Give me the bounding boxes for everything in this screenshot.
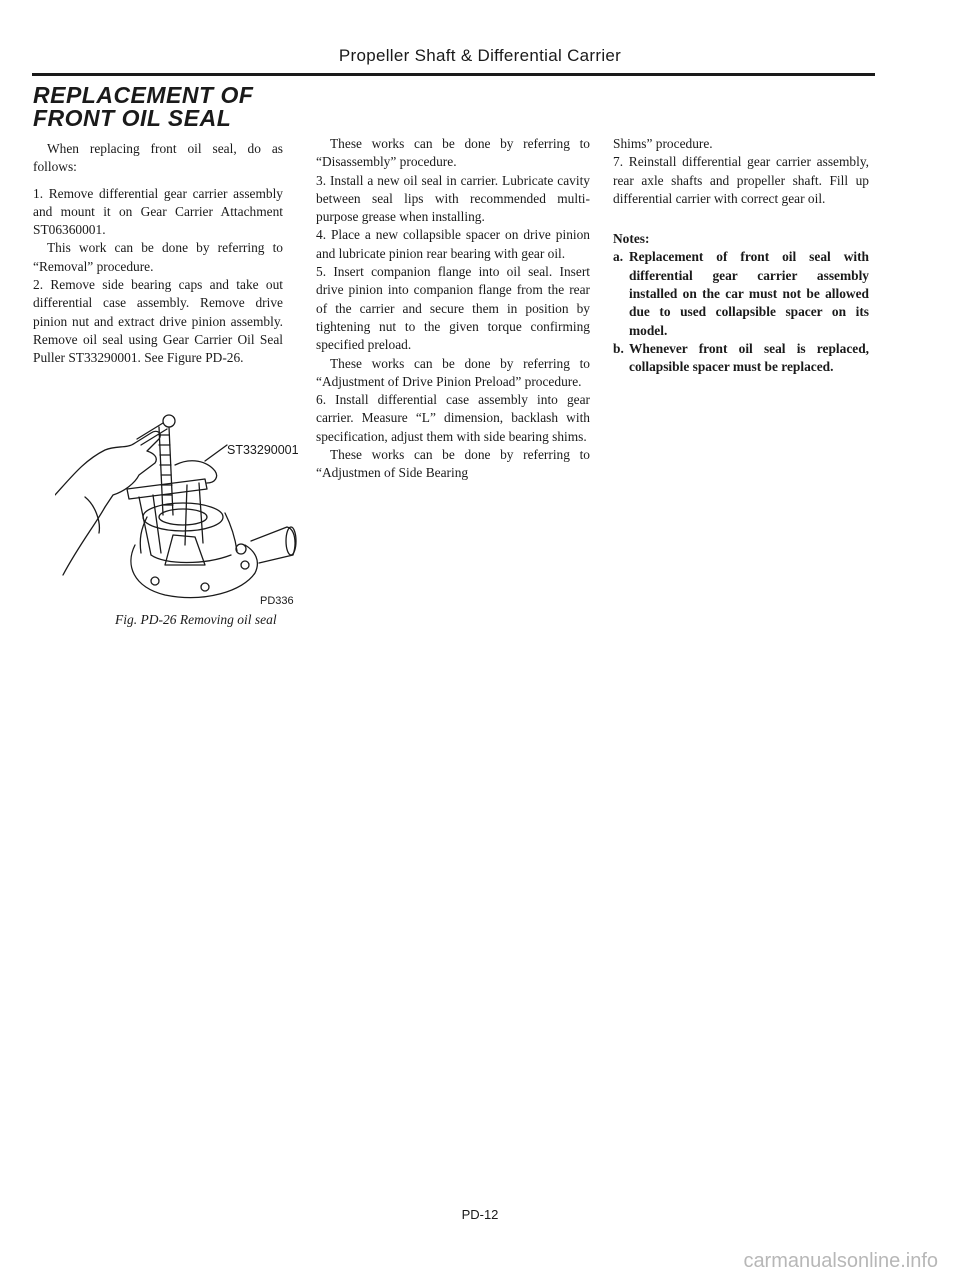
note-b-label: b. — [613, 340, 624, 356]
step-7: 7. Reinstall differential gear carrier assembly, rear axle shafts and propeller shaft. Fill up differential carrier with correct gear oil. — [613, 154, 869, 206]
note-b — [613, 340, 869, 377]
text-column-1 — [33, 140, 283, 368]
step-4: 4. Place a new collapsible spacer on drive pinion and lubricate pinion rear bearing with gear oil. — [316, 227, 590, 261]
note-a-label: a. — [613, 249, 624, 265]
step-5-reference: These works can be done by referring to “Adjustment of Drive Pinion Preload” procedure. — [316, 355, 590, 389]
figure-caption: Fig. PD-26 Removing oil seal — [115, 612, 277, 627]
note-a-text: Replacement of front oil seal with differential gear carrier assembly installed on the car must not be allowed due to used collapsible spacer on its model. — [629, 249, 869, 338]
tool-number-label: ST33290001 — [227, 443, 299, 457]
text-column-3 — [613, 135, 869, 377]
continued-text: Shims” procedure. — [613, 136, 713, 151]
page-number: PD-12 — [461, 1207, 499, 1222]
step-5: 5. Insert companion flange into oil seal. Insert drive pinion into companion flange from the rear of the carrier and secure them in position by tightening nut to the given torque confirming specified preload. — [316, 264, 590, 353]
step-2: 2. Remove side bearing caps and take out differential case assembly. Remove drive pinion nut and extract drive pinion assembly. Remove oil seal using Gear Carrier Oil Seal Puller ST33290001. See Figure PD-26. — [33, 277, 283, 366]
note-b-text: Whenever front oil seal is replaced, collapsible spacer must be replaced. — [629, 340, 869, 375]
step-3: 3. Install a new oil seal in carrier. Lubricate cavity between seal lips with recommended multi-purpose grease when installing. — [316, 172, 590, 225]
text-column-2 — [316, 135, 590, 483]
header-divider — [32, 73, 875, 76]
step-1: 1. Remove differential gear carrier assembly and mount it on Gear Carrier Attachment ST06360001. — [33, 185, 283, 238]
intro-paragraph: When replacing front oil seal, do as follows: — [33, 141, 283, 175]
page-header-title: Propeller Shaft & Differential Carrier — [338, 46, 622, 65]
watermark: carmanualsonline.info — [743, 1250, 938, 1272]
note-a — [613, 248, 869, 339]
disassembly-reference: These works can be done by referring to “Disassembly” procedure. — [316, 136, 590, 170]
step-6: 6. Install differential case assembly into gear carrier. Measure “L” dimension, backlash with specification, adjust them with side bearing shims. — [316, 392, 590, 444]
section-heading-line-2: FRONT OIL SEAL — [33, 105, 232, 131]
notes-label: Notes: — [613, 231, 650, 247]
figure-id-label: PD336 — [260, 595, 294, 607]
step-6-reference: These works can be done by referring to “Adjustmen of Side Bearing — [316, 447, 590, 481]
section-heading-line-1: REPLACEMENT OF — [33, 82, 254, 108]
section-heading — [33, 84, 303, 130]
oil-seal-puller-illustration — [55, 405, 305, 605]
step-1-reference: This work can be done by referring to “Removal” procedure. — [33, 240, 283, 274]
